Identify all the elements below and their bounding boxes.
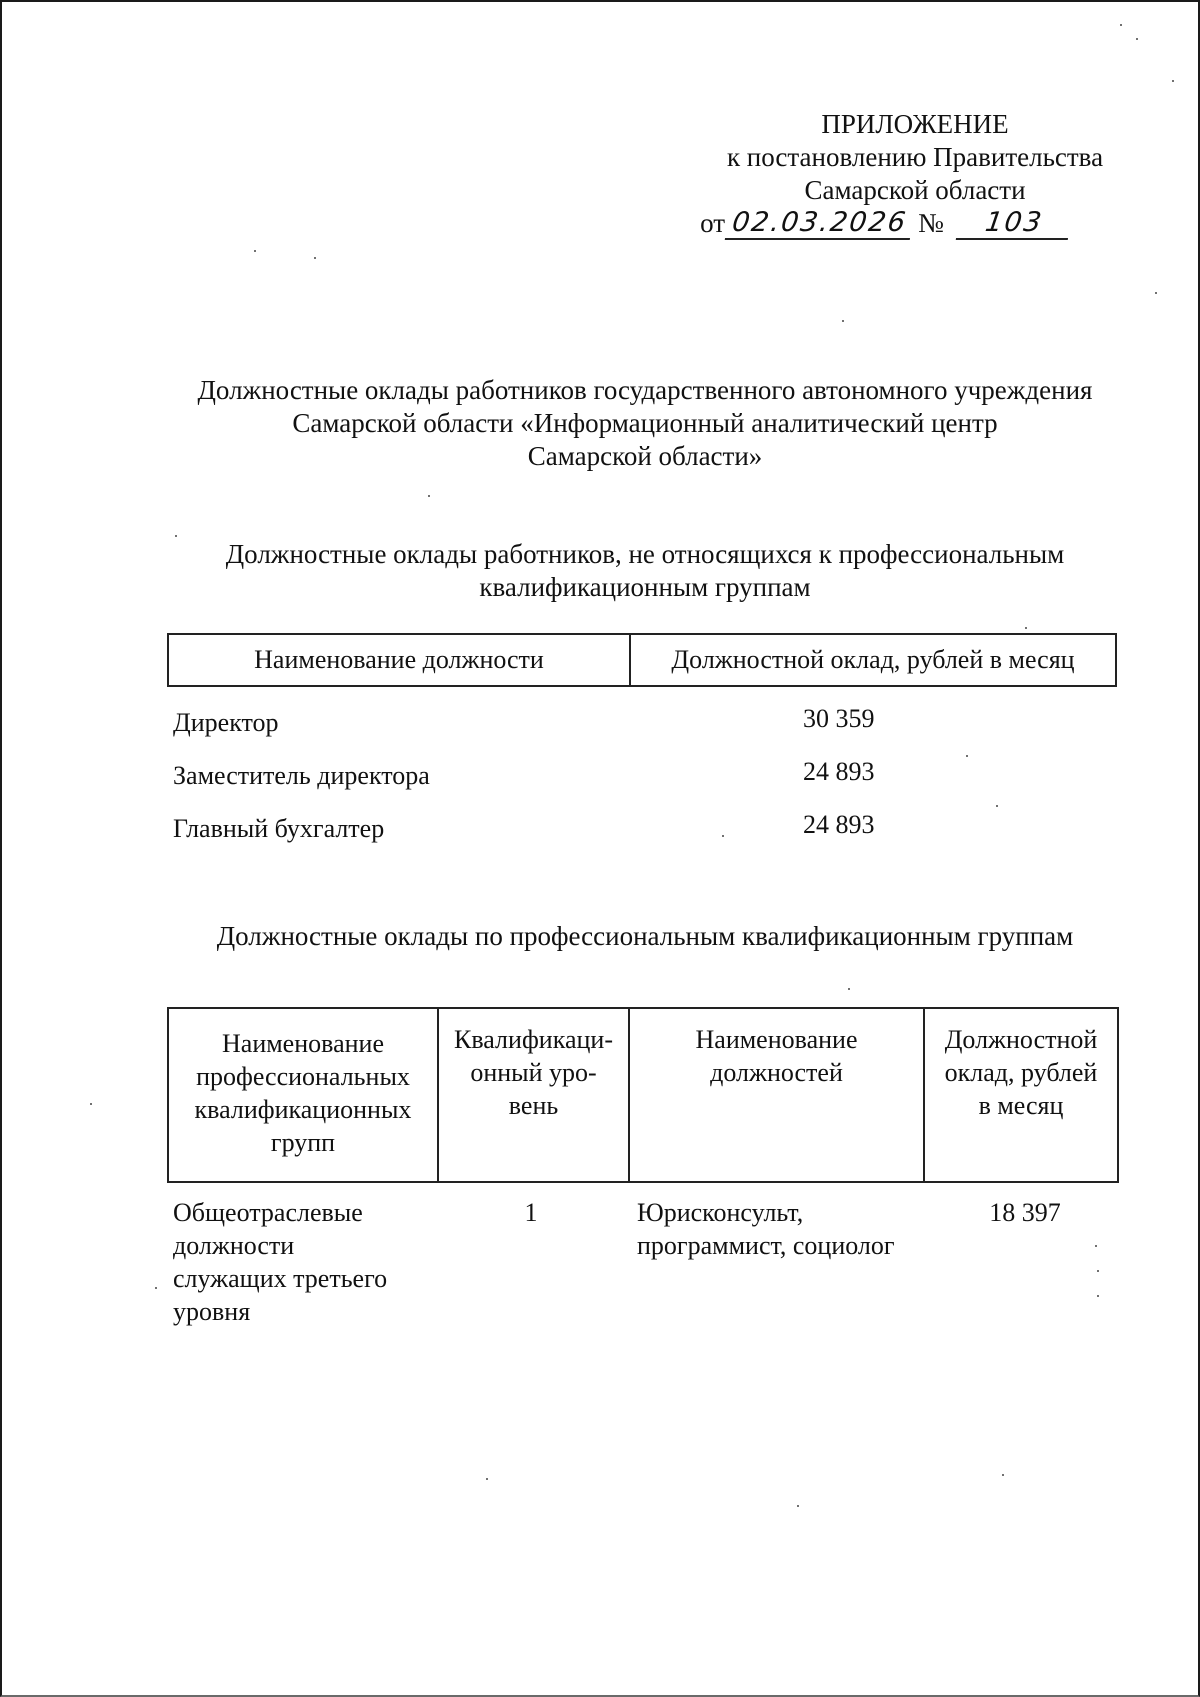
scan-speck bbox=[848, 988, 850, 990]
appendix-resolution-line: к постановлению Правительства bbox=[726, 142, 1104, 172]
document-title-line: Самарской области «Информационный аналитический центр bbox=[292, 408, 998, 438]
number-label: № bbox=[918, 208, 944, 238]
salary-table-header bbox=[167, 633, 1117, 687]
header-salary-line: в месяц bbox=[978, 1091, 1064, 1120]
salary-value: 18 397 bbox=[989, 1198, 1061, 1227]
position-name: Директор bbox=[173, 708, 279, 737]
header-group bbox=[169, 1009, 439, 1181]
position-name: Главный бухгалтер bbox=[173, 814, 385, 843]
date-prefix: от bbox=[700, 208, 726, 238]
header-level bbox=[439, 1009, 630, 1181]
scan-speck bbox=[254, 250, 256, 252]
appendix-region-line: Самарской области bbox=[804, 175, 1026, 205]
document-title-line: Самарской области» bbox=[527, 441, 763, 471]
header-group-line: Наименование bbox=[222, 1029, 384, 1058]
header-level-line: вень bbox=[508, 1091, 559, 1120]
scan-speck bbox=[1025, 627, 1027, 629]
table-row bbox=[173, 704, 1113, 757]
header-group-line: квалификационных bbox=[194, 1095, 412, 1124]
table-row bbox=[173, 810, 1113, 863]
handwritten-date: 02.03.2026 bbox=[725, 208, 914, 240]
scan-speck bbox=[486, 1478, 488, 1480]
scan-speck bbox=[1136, 38, 1138, 40]
salary-table-body bbox=[173, 704, 1113, 863]
scan-speck bbox=[842, 320, 844, 322]
header-positions-line: Наименование bbox=[695, 1025, 858, 1054]
salary-value: 24 893 bbox=[803, 757, 875, 786]
table-row bbox=[173, 1196, 1121, 1328]
salary-value: 24 893 bbox=[803, 810, 875, 839]
section1-title-line: Должностные оклады работников, не относящихся к профессиональным bbox=[225, 539, 1065, 569]
header-salary-line: Должностной bbox=[944, 1025, 1098, 1054]
header-salary-line: оклад, рублей bbox=[944, 1058, 1098, 1087]
group-name-line: уровня bbox=[173, 1297, 251, 1326]
header-salary-monthly bbox=[925, 1009, 1117, 1181]
document-title-line: Должностные оклады работников государственного автономного учреждения bbox=[197, 375, 1093, 405]
header-positions bbox=[630, 1009, 925, 1181]
group-name-line: Общеотраслевые bbox=[173, 1198, 363, 1227]
scan-speck bbox=[428, 495, 430, 497]
section2-title: Должностные оклады по профессиональным квалификационным группам bbox=[216, 921, 1074, 951]
scan-speck bbox=[314, 257, 316, 259]
appendix-date-line bbox=[640, 207, 1130, 240]
header-positions-line: должностей bbox=[710, 1058, 843, 1087]
scan-speck bbox=[175, 535, 177, 537]
scan-speck bbox=[155, 1287, 157, 1289]
qualification-table-header bbox=[167, 1007, 1119, 1183]
positions-list bbox=[631, 1196, 937, 1328]
table-row bbox=[173, 757, 1113, 810]
salary-value: 30 359 bbox=[803, 704, 875, 733]
qualification-level: 1 bbox=[524, 1198, 538, 1227]
scan-speck bbox=[1002, 1474, 1004, 1476]
scan-speck bbox=[1155, 292, 1157, 294]
group-name bbox=[173, 1196, 431, 1328]
section1-title-line: квалификационным группам bbox=[479, 572, 811, 602]
appendix-header bbox=[700, 108, 1130, 240]
section1-title bbox=[150, 538, 1140, 604]
header-salary: Должностной оклад, рублей в месяц bbox=[671, 645, 1075, 674]
group-name-line: служащих третьего bbox=[173, 1264, 388, 1293]
group-name-line: должности bbox=[173, 1231, 295, 1260]
header-group-line: групп bbox=[270, 1128, 336, 1157]
header-level-line: онный уро- bbox=[470, 1058, 597, 1087]
position-name: Заместитель директора bbox=[173, 761, 430, 790]
qualification-table-body bbox=[173, 1196, 1121, 1328]
scan-speck bbox=[797, 1505, 799, 1507]
header-group-line: профессиональных bbox=[196, 1062, 410, 1091]
appendix-title: ПРИЛОЖЕНИЕ bbox=[821, 109, 1009, 139]
header-position-name: Наименование должности bbox=[169, 635, 631, 685]
scan-speck bbox=[90, 1103, 92, 1105]
positions-line: Юрисконсульт, bbox=[637, 1198, 804, 1227]
scan-speck bbox=[1172, 80, 1174, 82]
positions-line: программист, социолог bbox=[637, 1231, 895, 1260]
header-level-line: Квалификаци- bbox=[454, 1025, 613, 1054]
handwritten-number: 103 bbox=[956, 208, 1072, 240]
scan-speck bbox=[1120, 24, 1122, 26]
document-title bbox=[150, 374, 1140, 473]
